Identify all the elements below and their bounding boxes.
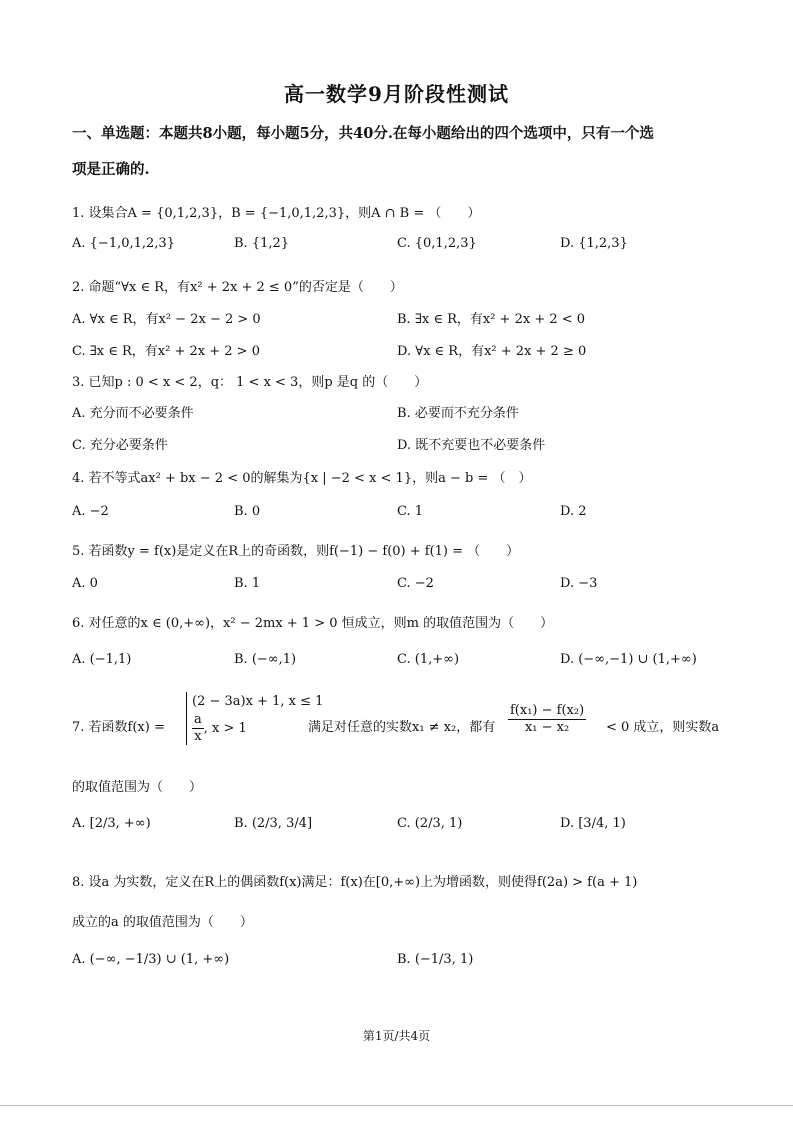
question-7-middle: 满足对任意的实数x₁ ≠ x₂，都有 bbox=[308, 720, 496, 735]
question-3-option-b: B. 必要而不充分条件 bbox=[397, 406, 519, 421]
question-5-option-a: A. 0 bbox=[72, 576, 98, 591]
page-title: 高一数学9月阶段性测试 bbox=[284, 82, 509, 106]
question-1-option-d: D. {1,2,3} bbox=[560, 236, 628, 251]
question-7-fraction-den: x₁ − x₂ bbox=[524, 720, 570, 735]
question-1-option-c: C. {0,1,2,3} bbox=[397, 236, 477, 251]
question-2-option-d: D. ∀x ∈ R，有x² + 2x + 2 ≥ 0 bbox=[397, 344, 587, 359]
question-4-option-c: C. 1 bbox=[397, 504, 424, 519]
question-5-option-c: C. −2 bbox=[397, 576, 434, 591]
question-2-option-a: A. ∀x ∈ R，有x² − 2x − 2 > 0 bbox=[72, 312, 261, 327]
question-7-line-2: 的取值范围为（ ） bbox=[72, 780, 203, 795]
question-7-case-1: (2 − 3a)x + 1, x ≤ 1 bbox=[192, 694, 324, 709]
question-7-option-b: B. (2/3, 3/4] bbox=[234, 816, 313, 831]
question-7-fraction-num: f(x₁) − f(x₂) bbox=[510, 703, 585, 718]
question-3-option-d: D. 既不充要也不必要条件 bbox=[397, 438, 546, 453]
question-7-suffix: < 0 成立，则实数a bbox=[606, 720, 720, 735]
question-2-option-c: C. ∃x ∈ R，有x² + 2x + 2 > 0 bbox=[72, 344, 260, 359]
question-7-case-2-fraction bbox=[192, 712, 204, 745]
question-7-case-2 bbox=[192, 712, 323, 745]
question-4-option-a: A. −2 bbox=[72, 504, 109, 519]
question-1-stem: 1. 设集合A = {0,1,2,3}，B = {−1,0,1,2,3}，则A ∩ B = （ ） bbox=[72, 206, 481, 221]
question-8-option-b: B. (−1/3, 1) bbox=[397, 952, 474, 967]
question-6-option-c: C. (1,+∞) bbox=[397, 652, 460, 667]
question-7-fraction bbox=[508, 703, 586, 736]
page-footer: 第1页/共4页 bbox=[362, 1029, 431, 1043]
question-7-option-c: C. (2/3, 1) bbox=[397, 816, 463, 831]
question-4-stem: 4. 若不等式ax² + bx − 2 < 0的解集为{x | −2 < x < 1}，则a − b = （ ） bbox=[72, 471, 532, 486]
question-5-option-d: D. −3 bbox=[560, 576, 598, 591]
question-5-stem: 5. 若函数y = f(x)是定义在R上的奇函数，则f(−1) − f(0) + f(1) = （ ） bbox=[72, 544, 520, 559]
question-3-stem: 3. 已知p : 0 < x < 2，q： 1 < x < 3，则p 是q 的（ ） bbox=[72, 375, 428, 390]
question-7-piecewise bbox=[186, 692, 323, 745]
question-7-case-2-tail: , x > 1 bbox=[203, 721, 247, 736]
question-8-option-a: A. (−∞, −1/3) ∪ (1, +∞) bbox=[72, 952, 230, 967]
page-bottom-divider bbox=[0, 1105, 793, 1106]
question-4-option-b: B. 0 bbox=[234, 504, 261, 519]
question-2-stem: 2. 命题“∀x ∈ R，有x² + 2x + 2 ≤ 0”的否定是（ ） bbox=[72, 280, 403, 295]
question-7-prefix: 7. 若函数f(x) = bbox=[72, 720, 165, 735]
question-1-option-a: A. {−1,0,1,2,3} bbox=[72, 236, 175, 251]
question-6-option-b: B. (−∞,1) bbox=[234, 652, 297, 667]
question-6-option-d: D. (−∞,−1) ∪ (1,+∞) bbox=[560, 652, 697, 667]
section-heading-line2: 项是正确的. bbox=[72, 161, 150, 178]
question-3-option-a: A. 充分而不必要条件 bbox=[72, 406, 194, 421]
question-1-option-b: B. {1,2} bbox=[234, 236, 290, 251]
question-6-option-a: A. (−1,1) bbox=[72, 652, 132, 667]
question-6-stem: 6. 对任意的x ∈ (0,+∞)，x² − 2mx + 1 > 0 恒成立，则m 的取值范围为（ ） bbox=[72, 616, 554, 631]
question-8-line-2: 成立的a 的取值范围为（ ） bbox=[72, 915, 253, 930]
question-7-option-a: A. [2/3, +∞) bbox=[72, 816, 151, 831]
question-8-stem: 8. 设a 为实数，定义在R上的偶函数f(x)满足：f(x)在[0,+∞)上为增函数，则使得f(2a) > f(a + 1) bbox=[72, 875, 638, 890]
question-7-case-2-num: a bbox=[194, 712, 202, 727]
question-7-condition-fraction bbox=[508, 703, 586, 736]
question-3-option-c: C. 充分必要条件 bbox=[72, 438, 168, 453]
question-4-option-d: D. 2 bbox=[560, 504, 587, 519]
question-7-option-d: D. [3/4, 1) bbox=[560, 816, 626, 831]
question-2-option-b: B. ∃x ∈ R，有x² + 2x + 2 < 0 bbox=[397, 312, 586, 327]
question-7-brace bbox=[186, 692, 323, 745]
section-heading-line1: 一、单选题：本题共8小题，每小题5分，共40分.在每小题给出的四个选项中，只有一个选 bbox=[72, 125, 654, 142]
question-5-option-b: B. 1 bbox=[234, 576, 261, 591]
question-7-case-2-den: x bbox=[194, 729, 202, 744]
